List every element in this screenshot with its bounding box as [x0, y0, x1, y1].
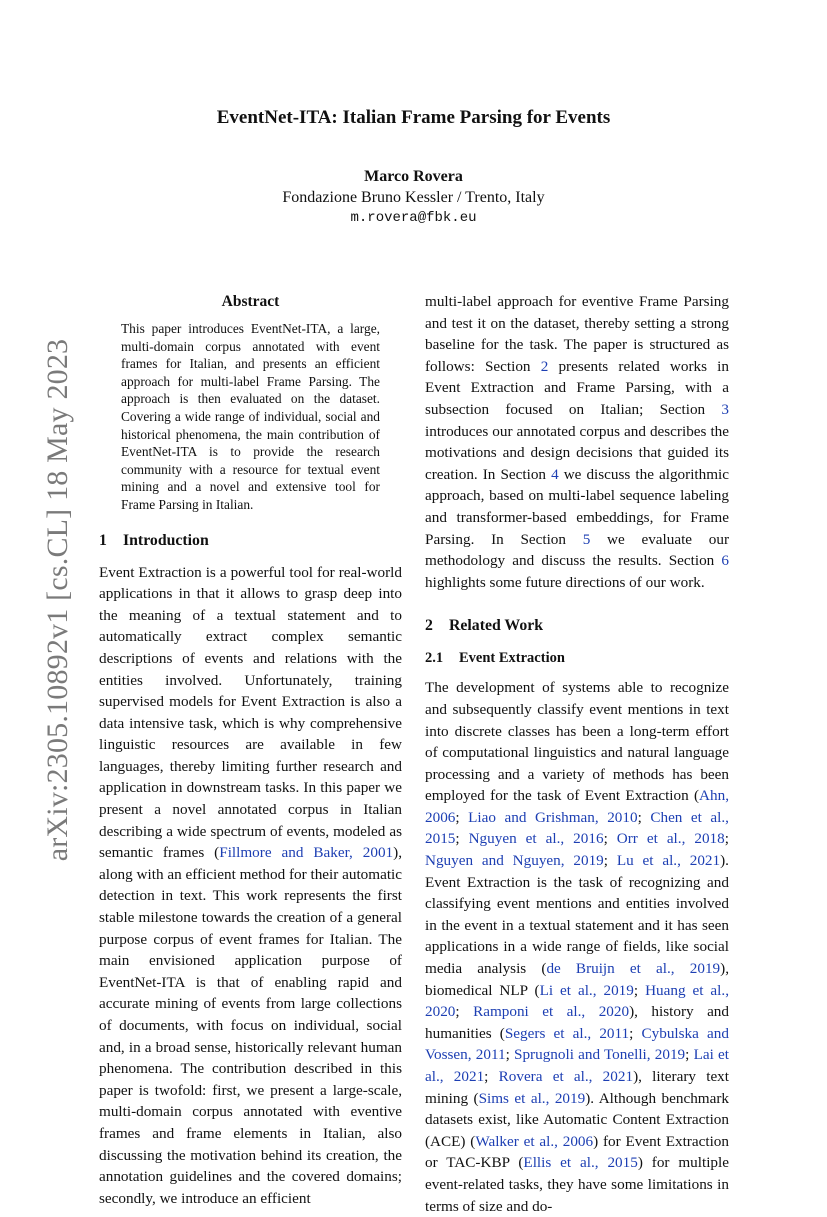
citation-link[interactable]: Nguyen and Nguyen, 2019: [425, 852, 604, 870]
citation-link[interactable]: Walker et al., 2006: [475, 1132, 594, 1150]
introduction-continuation: [425, 291, 729, 593]
citation-link[interactable]: Segers et al., 2011: [504, 1024, 630, 1042]
citation-link[interactable]: Ramponi et al., 2020: [473, 1003, 630, 1021]
event-extraction-paragraph: The development of systems able to recognize and subsequently classify event mentions in text into discrete classes has been a long-term effort of computational linguistics and natural language processing and a variety of methods has been employed for the task of Event Extraction (Ahn, 2006; Liao and Grishman, 2010; Chen et al., 2015; Nguyen et al., 2016; Orr et al., 2018; Nguyen and Nguyen, 2019; Lu et al., 2021). Event Extraction is the task of recognizing and classifying event mentions and entities involved in the event in a textual statement and it has seen applications in a wide range of fields, like social media analysis (de Bruijn et al., 2019), biomedical NLP (Li et al., 2019; Huang et al., 2020; Ramponi et al., 2020), history and humanities (Segers et al., 2011; Cybulska and Vossen, 2011; Sprugnoli and Tonelli, 2019; Lai et al., 2021; Rovera et al., 2021), literary text mining (Sims et al., 2019). Although benchmark datasets exist, like Automatic Content Extraction (ACE) (Walker et al., 2006) for Event Extraction or TAC-KBP (Ellis et al., 2015) for multiple event-related tasks, they have some limitations in terms of size and do-: [425, 679, 729, 1215]
text-run: we evaluate our methodology and discuss the results. Section: [425, 530, 729, 570]
section-title: Introduction: [123, 531, 209, 549]
author-block: [0, 166, 827, 229]
text-run: ), biomedical NLP (: [425, 960, 729, 999]
section-title: Related Work: [449, 617, 544, 635]
author-email: m.rovera@fbk.eu: [350, 210, 477, 226]
subsection-title: Event Extraction: [459, 650, 565, 667]
text-run: Event Extraction is a powerful tool for real-world applications in that it allows to grasp deep into the meaning of a textual statement and to automatically extract complex semantic descriptions of events and relations with the entities involved. Unfortunately, training supervised models for Event Extraction is also a data intensive task, which is why comprehensive linguistic resources are available in few languages, thereby limiting further research and application in downstream tasks. In this paper we present a novel annotated corpus in Italian describing a wide spectrum of events, modeled as semantic frames (: [99, 563, 402, 862]
citation-link[interactable]: Lu et al., 2021: [616, 852, 721, 870]
citation-link[interactable]: Chen et al., 2015: [425, 808, 729, 848]
subsection-event-extraction-heading: [425, 647, 729, 669]
text-run: The development of systems able to recognize and subsequently classify event mentions in text into discrete classes has been a long-term effort of computational linguistics and natural language processing and a variety of methods has been employed for the task of Event Extraction (: [425, 679, 729, 805]
citation-link[interactable]: Lai et al., 2021: [425, 1046, 729, 1085]
text-run: ), history and humanities (: [425, 1003, 729, 1042]
section-ref-link[interactable]: 5: [582, 530, 591, 548]
right-column: [425, 291, 729, 1217]
text-run: ), literary text mining (: [425, 1068, 729, 1107]
text-run: ). Although benchmark datasets exist, like Automatic Content Extraction (ACE) (: [425, 1089, 729, 1150]
citation-link[interactable]: de Bruijn et al., 2019: [546, 960, 721, 978]
citation-link[interactable]: Cybulska and Vossen, 2011: [425, 1024, 729, 1064]
text-run: presents related works in Event Extraction and Frame Parsing, with a subsection focused on Italian; Section: [425, 357, 729, 418]
abstract-heading: Abstract: [221, 293, 280, 310]
section-related-work-heading: [425, 615, 729, 637]
text-run: ) for Event Extraction or TAC-KBP (: [425, 1132, 729, 1172]
citation-link[interactable]: Fillmore and Baker, 2001: [219, 844, 394, 862]
abstract-text: This paper introduces EventNet-ITA, a large, multi-domain corpus annotated with event frames for Italian, and presents an efficient approach for multi-label Frame Parsing. The approach is then evaluated on the dataset. Covering a wide range of individual, social and historical phenomena, the main contribution of EventNet-ITA is to provide the research community with a resource for textual event mining and a novel and extensive tool for Frame Parsing in Italian.: [121, 321, 380, 512]
introduction-paragraph: [99, 562, 402, 1210]
section-ref-link[interactable]: 4: [551, 465, 559, 483]
citation-link[interactable]: Rovera et al., 2021: [498, 1068, 634, 1085]
text-run: ). Event Extraction is the task of recognizing and classifying event mentions and entities involved in the event in a textual statement and it has seen applications in a wide range of fields, like social media analysis (: [425, 852, 729, 978]
arxiv-margin-identifier: arXiv:2305.10892v1 [cs.CL] 18 May 2023: [41, 338, 74, 862]
citation-link[interactable]: Ellis et al., 2015: [523, 1154, 638, 1172]
text-run: ) for multiple event-related tasks, they have some limitations in terms of size and do-: [425, 1154, 729, 1215]
text-run: multi-label approach for eventive Frame Parsing and test it on the dataset, thereby setting a strong baseline for the task. The paper is structured as follows: Section: [425, 293, 729, 375]
author-name: Marco Rovera: [364, 168, 463, 185]
section-ref-link[interactable]: 3: [721, 400, 729, 418]
text-run: introduces our annotated corpus and describes the motivations and design decisions that guided its creation. In Section: [425, 422, 729, 483]
section-ref-link[interactable]: 6: [721, 552, 729, 570]
citation-link[interactable]: Sprugnoli and Tonelli, 2019: [514, 1046, 686, 1064]
citation-link[interactable]: Liao and Grishman, 2010: [468, 808, 638, 826]
section-number: 2: [425, 617, 433, 635]
text-run: highlights some future directions of our work.: [425, 573, 705, 591]
text-run: we discuss the algorithmic approach, based on multi-label sequence labeling and transformer-based embeddings, for Frame Parsing. In Section: [425, 465, 729, 548]
subsection-number: 2.1: [425, 650, 444, 667]
section-number: 1: [99, 531, 107, 549]
citation-link[interactable]: Nguyen et al., 2016: [468, 830, 604, 848]
paper-title: EventNet-ITA: Italian Frame Parsing for Events: [216, 107, 611, 128]
text-run: ), along with an efficient method for their automatic detection in text. This work represents the first stable milestone towards the creation of a general purpose corpus of event frames for Italian. The main envisioned application purpose of EventNet-ITA is that of enabling rapid and accurate mining of events from large collections of documents, with focus on individual, social and, in a broad sense, historically relevant human phenomena. The contribution described in this paper is twofold: first, we present a large-scale, multi-domain corpus annotated with eventive frames and frame elements in Italian, also discussing the motivation behind its creation, the annotation guidelines and the covered domains; secondly, we introduce an efficient: [99, 844, 402, 1207]
citation-link[interactable]: Ahn, 2006: [425, 787, 729, 826]
citation-link[interactable]: Huang et al., 2020: [425, 981, 729, 1021]
section-introduction-heading: [99, 530, 402, 552]
section-ref-link[interactable]: 2: [540, 357, 549, 375]
author-affiliation: Fondazione Bruno Kessler / Trento, Italy: [282, 189, 545, 206]
citation-link[interactable]: Orr et al., 2018: [616, 830, 725, 848]
citation-link[interactable]: Li et al., 2019: [539, 981, 634, 999]
left-column: [99, 291, 402, 1209]
citation-link[interactable]: Sims et al., 2019: [478, 1089, 586, 1107]
